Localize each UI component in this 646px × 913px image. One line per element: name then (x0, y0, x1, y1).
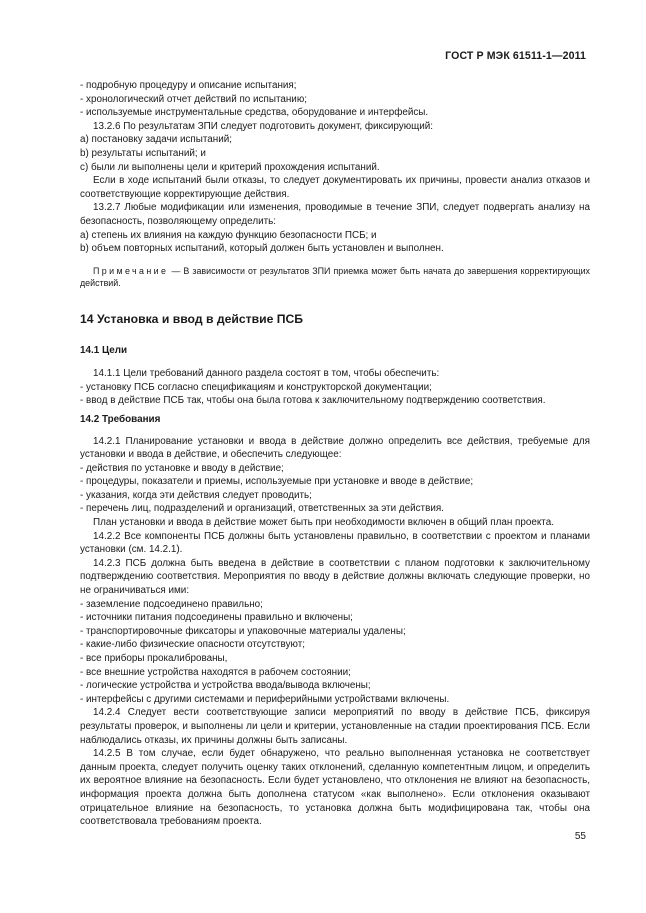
list-item: c) были ли выполнены цели и критерий прохождения испытаний. (80, 161, 380, 173)
clause-13-2-7: 13.2.7 Любые модификации или изменения, проводимые в течение ЗПИ, следует подвергать анализу на безопасность, позволяющему определить: (80, 202, 590, 227)
clause-14-2-2: 14.2.2 Все компоненты ПСБ должны быть установлены правильно, в соответствии с проектом и планами установки (см. 14.2.1). (80, 530, 590, 556)
list-item: - действия по установке и вводу в действие; (80, 462, 284, 474)
clause-13-2-6: 13.2.6 По результатам ЗПИ следует подготовить документ, фиксирующий: (93, 120, 434, 132)
page-number: 55 (574, 831, 586, 842)
clause-14-1-1: 14.1.1 Цели требований данного раздела состоят в том, чтобы обеспечить: (93, 368, 440, 380)
page-content (80, 79, 590, 829)
clause-14-2-3: 14.2.3 ПСБ должна быть введена в действие в соответствии с планом подготовки к заключительному подтверждению соответствия. Мероприятия по вводу в действие должны включать следующие проверки, но не ограничиваться ими: (80, 557, 590, 597)
list-item: - логические устройства и устройства ввода/вывода включены; (80, 680, 371, 692)
list-item: - все внешние устройства находятся в рабочем состоянии; (80, 666, 351, 678)
paragraph-plan: План установки и ввода в действие может быть при необходимости включен в общий план проекта. (93, 517, 554, 529)
list-item: - транспортировочные фиксаторы и упаковочные материалы удалены; (80, 625, 406, 637)
subsection-title: 14.1 Цели (80, 344, 128, 356)
document-header: ГОСТ Р МЭК 61511-1—2011 (445, 50, 586, 62)
list-item: b) объем повторных испытаний, который должен быть установлен и выполнен. (80, 243, 444, 255)
note-text: — В зависимости от результатов ЗПИ приемка может быть начата до завершения корректирующих действий. (80, 265, 590, 289)
list-item: - все приборы прокалиброваны, (80, 653, 228, 664)
subsection-title: 14.2 Требования (80, 413, 161, 425)
list-item: a) постановку задачи испытаний; (80, 134, 233, 146)
list-item: - какие-либо физические опасности отсутствуют; (80, 639, 305, 651)
list-item: - указания, когда эти действия следует проводить; (80, 489, 312, 501)
list-item: - интерфейсы с другими системами и периферийными устройствами включены. (80, 693, 450, 705)
list-item: - установку ПСБ согласно спецификациям и конструкторской документации; (80, 381, 432, 393)
list-item: - перечень лиц, подразделений и организаций, ответственных за эти действия. (80, 503, 444, 515)
clause-14-2-1: 14.2.1 Планирование установки и ввода в действие должно определить все действия, требуемые для установки и ввода в действие, и обеспечить следующее: (80, 435, 590, 461)
list-item: b) результаты испытаний; и (80, 147, 206, 159)
list-item: a) степень их влияния на каждую функцию безопасности ПСБ; и (80, 229, 377, 241)
paragraph-failures: Если в ходе испытаний были отказы, то следует документировать их причины, провести анализ отказов и соответствующие корректирующие действия. (80, 175, 590, 200)
list-item: - подробную процедуру и описание испытания; (80, 80, 297, 91)
list-item: - процедуры, показатели и приемы, используемые при установке и вводе в действие; (80, 476, 474, 488)
list-item: - ввод в действие ПСБ так, чтобы она была готова к заключительному подтверждению соответствия. (80, 395, 546, 407)
list-item: - источники питания подсоединены правильно и включены; (80, 612, 353, 624)
note (80, 265, 590, 290)
clause-14-2-5: 14.2.5 В том случае, если будет обнаружено, что реально выполненная установка не соответствует данным проекта, следует получить оценку таких отклонений, сделанную компетентным лицом, и определить их вероятное влияние на безопасность. Если будет установлено, что отклонения не влияют на безопасность, информация проекта должна быть дополнена статусом «как выполнено». Если отклонения оказывают отрицательное влияние на безопасность, то установка должна быть модифицирована так, чтобы она соответствовала требованиям проекта. (80, 748, 590, 828)
list-item: - используемые инструментальные средства, оборудование и интерфейсы. (80, 107, 429, 119)
list-item: - хронологический отчет действий по испытанию; (80, 93, 307, 105)
section-title: 14 Установка и ввод в действие ПСБ (80, 311, 304, 326)
note-label: Примечание (93, 265, 169, 276)
list-item: - заземление подсоединено правильно; (80, 598, 263, 610)
clause-14-2-4: 14.2.4 Следует вести соответствующие записи мероприятий по вводу в действие ПСБ, фиксируя результаты проверок, и выполнены ли цели и критерии, установленные на стадии проектирования ПСБ. Если наблюдались отказы, их причины должны быть записаны. (80, 707, 590, 746)
